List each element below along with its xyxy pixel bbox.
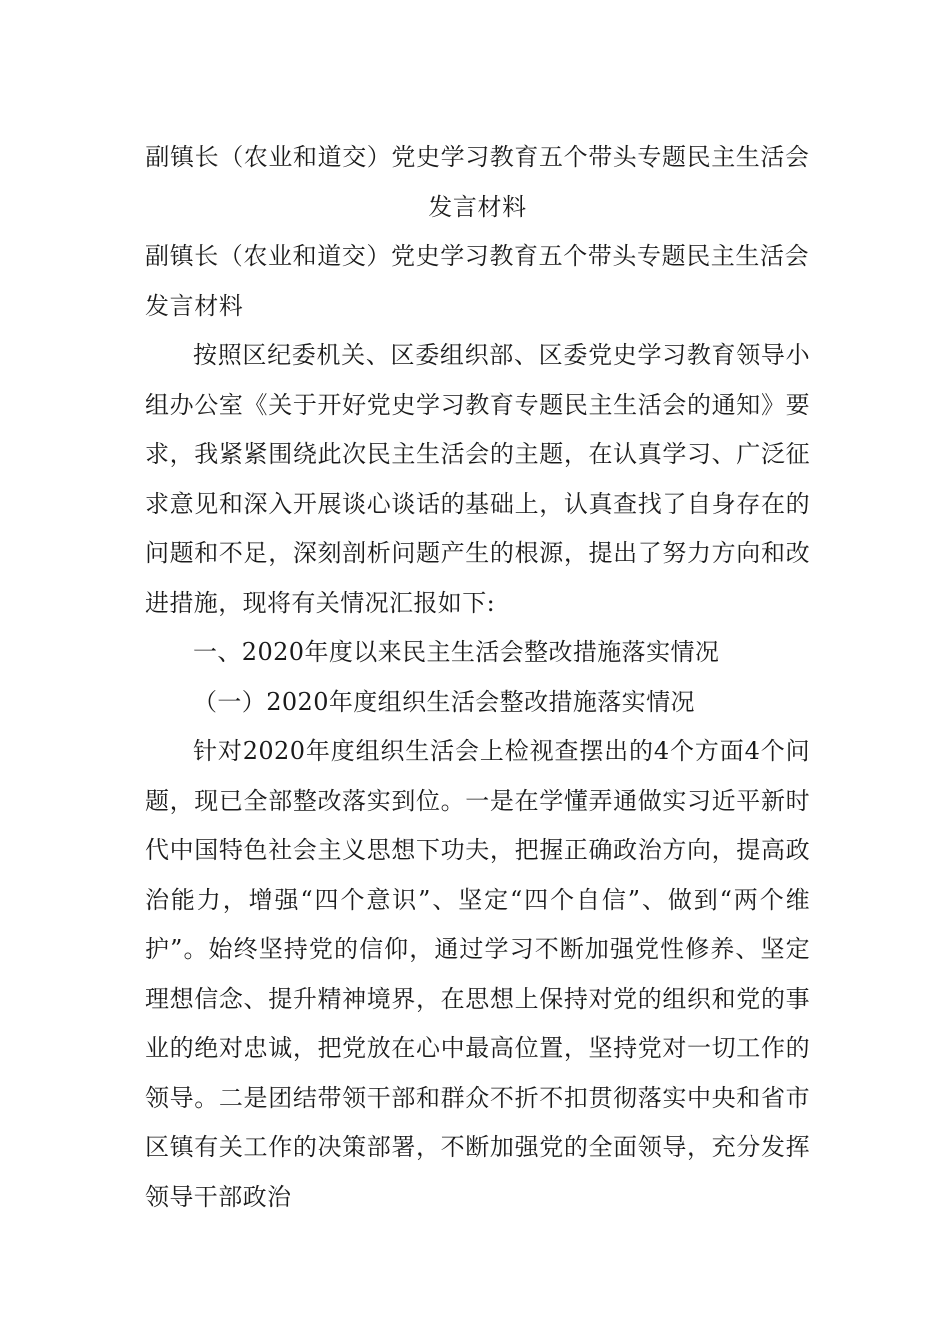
document-subtitle: 副镇长（农业和道交）党史学习教育五个带头专题民主生活会发言材料: [145, 242, 810, 320]
section-heading-1: 一、2020年度以来民主生活会整改措施落实情况: [193, 638, 720, 666]
intro-paragraph: 按照区纪委机关、区委组织部、区委党史学习教育领导小组办公室《关于开好党史学习教育专题民主生活会的通知》要求，我紧紧围绕此次民主生活会的主题，在认真学习、广泛征求意见和深入开展谈心谈话的基础上，认真查找了自身存在的问题和不足，深刻剖析问题产生的根源，提出了努力方向和改进措施，现将有关情况汇报如下:: [145, 341, 810, 617]
body-paragraph: 针对2020年度组织生活会上检视查摆出的4个方面4个问题，现已全部整改落实到位。一是在学懂弄通做实习近平新时代中国特色社会主义思想下功夫，把握正确政治方向，提高政治能力，增强“四个意识”、坚定“四个自信”、做到“两个维护”。始终坚持党的信仰，通过学习不断加强党性修养、坚定理想信念、提升精神境界，在思想上保持对党的组织和党的事业的绝对忠诚，把党放在心中最高位置，坚持党对一切工作的领导。二是团结带领干部和群众不折不扣贯彻落实中央和省市区镇有关工作的决策部署，不断加强党的全面领导，充分发挥领导干部政治: [145, 737, 810, 1211]
section-heading-2: （一）2020年度组织生活会整改措施落实情况: [193, 687, 695, 716]
document-title: 副镇长（农业和道交）党史学习教育五个带头专题民主生活会发言材料: [145, 143, 810, 221]
document-body: [145, 133, 810, 1222]
